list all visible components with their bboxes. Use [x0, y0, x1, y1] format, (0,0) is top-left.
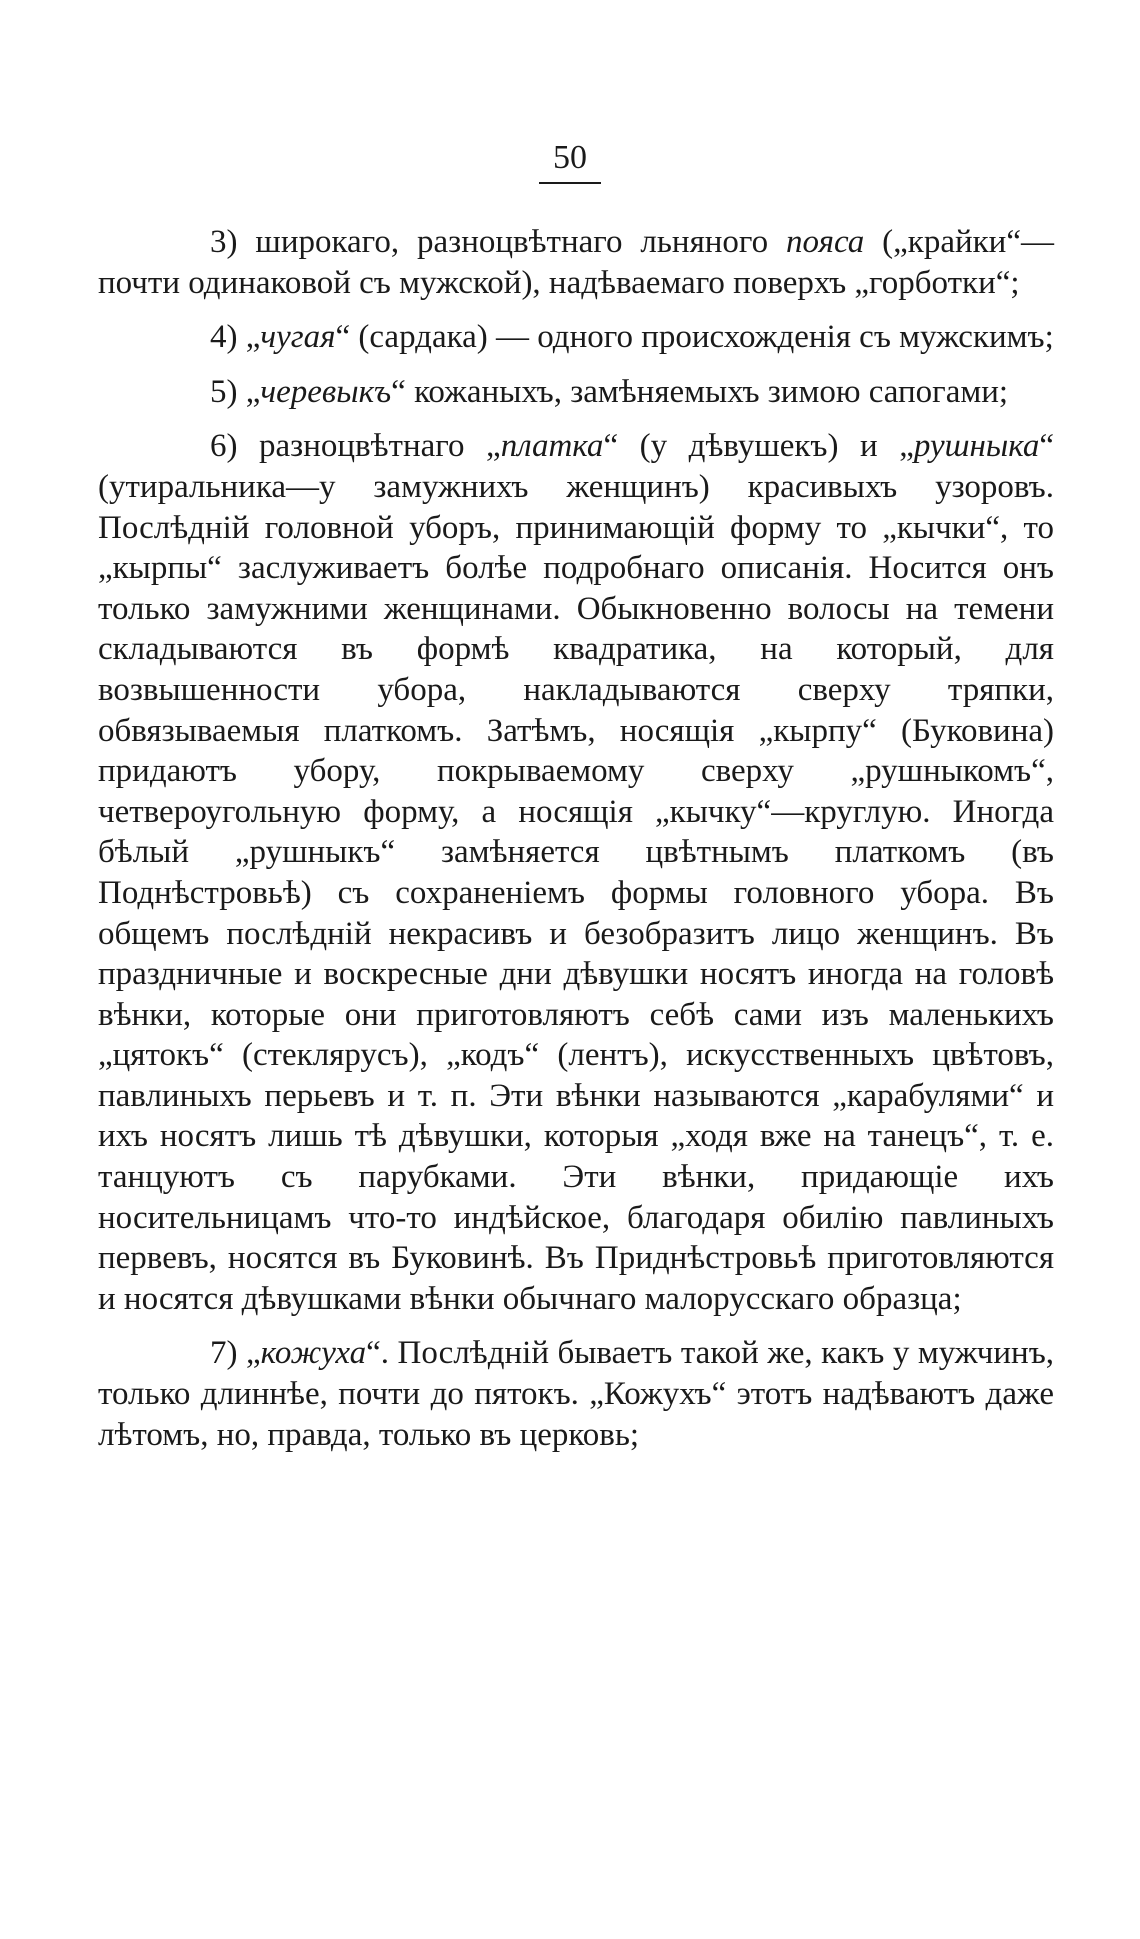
- text-run: “ (утиральника—у замужнихъ женщинъ) красивыхъ узоровъ. Послѣдній головной уборъ, принимающій форму то „кычки“, то „кырпы“ заслуживаетъ болѣе подробнаго описанія. Носится онъ только замужними женщинами. Обыкновенно волосы на темени складываются въ формѣ квадратика, на который, для возвышенности убора, накладываются сверху тряпки, обвязываемыя платкомъ. Затѣмъ, носящія „кырпу“ (Буковина) придаютъ убору, покрываемому сверху „рушныкомъ“, четвероугольную форму, а носящія „кычку“—круглую. Иногда бѣлый „рушныкъ“ замѣняется цвѣтнымъ платкомъ (въ Поднѣстровьѣ) съ сохраненіемъ формы головного убора. Въ общемъ послѣдній некрасивъ и безобразитъ лицо женщинъ. Въ праздничные и воскресные дни дѣвушки носятъ иногда на головѣ вѣнки, которые они приготовляютъ себѣ сами изъ маленькихъ „цятокъ“ (стеклярусъ), „кодъ“ (лентъ), искусственныхъ цвѣтовъ, павлиныхъ перьевъ и т. п. Эти вѣнки называются „карабулями“ и ихъ носятъ лишь тѣ дѣвушки, которыя „ходя вже на танецъ“, т. е. танцуютъ съ парубками. Эти вѣнки, придающіе ихъ носительницамъ что-то индѣйское, благодаря обилію павлиныхъ первевъ, носятся въ Буковинѣ. Въ Приднѣстровьѣ приготовляются и носятся дѣвушками вѣнки обычнаго малорусскаго образца;: [98, 428, 1054, 1317]
- page-number-text: 50: [539, 138, 601, 184]
- paragraph-item-4: [98, 317, 1054, 358]
- text-run: “ (у дѣвушекъ) и „: [603, 428, 914, 465]
- text-run: 6) разноцвѣтнаго „: [210, 428, 501, 465]
- text-run: 3) широкаго, разноцвѣтнаго льняного: [210, 224, 787, 260]
- italic-term: пояса: [786, 224, 865, 260]
- text-run: 7) „: [210, 1335, 261, 1372]
- text-run: “. Послѣдній бываетъ такой же, какъ у мужчинъ, только длиннѣе, почти до пятокъ. „Кожухъ“ этотъ надѣваютъ даже лѣтомъ, но, правда, только въ церковь;: [98, 1335, 1055, 1453]
- paragraph-item-5: [98, 372, 1054, 413]
- paragraph-item-6: [98, 426, 1054, 1319]
- italic-term: черевыкъ: [260, 373, 392, 410]
- paragraph-item-3: [98, 222, 1054, 303]
- page-number: [0, 138, 1140, 184]
- paragraph-item-7: [98, 1333, 1054, 1455]
- text-run: “ (сардака) — одного происхожденія съ мужскимъ;: [335, 319, 1054, 356]
- text-run: “ кожаныхъ, замѣняемыхъ зимою сапогами;: [391, 373, 1009, 410]
- text-run: 4) „: [210, 319, 261, 356]
- italic-term: кожуха: [260, 1335, 367, 1372]
- text-run: („крайки“—почти одинаковой съ мужской), надѣваемаго поверхъ „горботки“;: [98, 224, 1054, 301]
- text-run: 5) „: [210, 373, 261, 410]
- italic-term: платка: [500, 428, 604, 465]
- italic-term: рушныка: [913, 428, 1040, 465]
- body-text: [98, 222, 1054, 1455]
- italic-term: чугая: [260, 319, 336, 356]
